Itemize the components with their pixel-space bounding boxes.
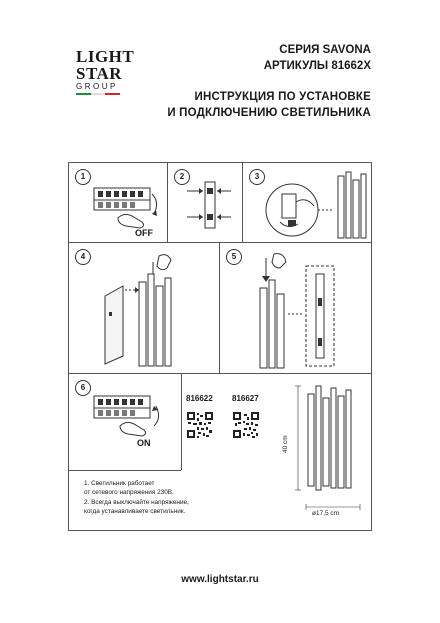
note-line-1: 1. Светильник работает: [84, 480, 155, 487]
step-4-number: 4: [75, 249, 91, 265]
on-label: ON: [137, 438, 151, 448]
bracket-illustration: [185, 178, 235, 234]
wiring-detail-illustration: [262, 172, 370, 240]
step-5-number: 5: [226, 249, 242, 265]
italian-flag-stripe: [76, 93, 120, 95]
step-6-number: 6: [75, 380, 91, 396]
safety-notes: [84, 479, 234, 516]
col-divider-1: [167, 162, 168, 242]
logo-line1: LIGHT: [76, 47, 135, 66]
qr-code-816627-icon: [233, 412, 259, 438]
logo-line3: GROUP: [76, 82, 118, 91]
height-dimension: 40 cm: [282, 435, 289, 453]
breaker-off-illustration: [90, 180, 165, 240]
note-line-4: когда устанавливаете светильник.: [84, 507, 186, 515]
col-divider-4: [181, 373, 182, 470]
off-label: OFF: [135, 228, 153, 238]
product-dimension-drawing: [294, 384, 360, 494]
website-link[interactable]: www.lightstar.ru: [181, 574, 259, 585]
qr-code-816622-icon: [187, 412, 213, 438]
step6-bottom-divider: [68, 470, 181, 471]
bulb-install-illustration: [240, 254, 368, 370]
diameter-dimension: ø17,5 cm: [312, 510, 340, 517]
brand-logo: [76, 47, 135, 95]
logo-line2: STAR: [76, 64, 123, 83]
step-3-number: 3: [249, 169, 265, 185]
article-codes: АРТИКУЛЫ 81662X: [263, 59, 371, 72]
series-block: [264, 43, 371, 74]
col-divider-2: [242, 162, 243, 242]
article-816622: 816622: [186, 394, 213, 403]
title-line1: ИНСТРУКЦИЯ ПО УСТАНОВКЕ: [194, 91, 371, 103]
mount-lamp-illustration: [95, 252, 215, 370]
breaker-on-illustration: [90, 390, 165, 450]
article-816627: 816627: [232, 394, 259, 403]
step-1-number: 1: [75, 169, 91, 185]
series-name: СЕРИЯ SAVONA: [279, 44, 371, 56]
title-line2: И ПОДКЛЮЧЕНИЮ СВЕТИЛЬНИКА: [167, 106, 371, 119]
note-line-2: от сетевого напряжения 230В.: [84, 489, 174, 497]
step-2-number: 2: [174, 169, 190, 185]
instruction-title: [167, 90, 371, 121]
col-divider-3: [219, 242, 220, 373]
row-divider-1: [68, 242, 372, 243]
note-line-3: 2. Всегда выключайте напряжение,: [84, 498, 189, 506]
row-divider-2: [68, 373, 372, 374]
